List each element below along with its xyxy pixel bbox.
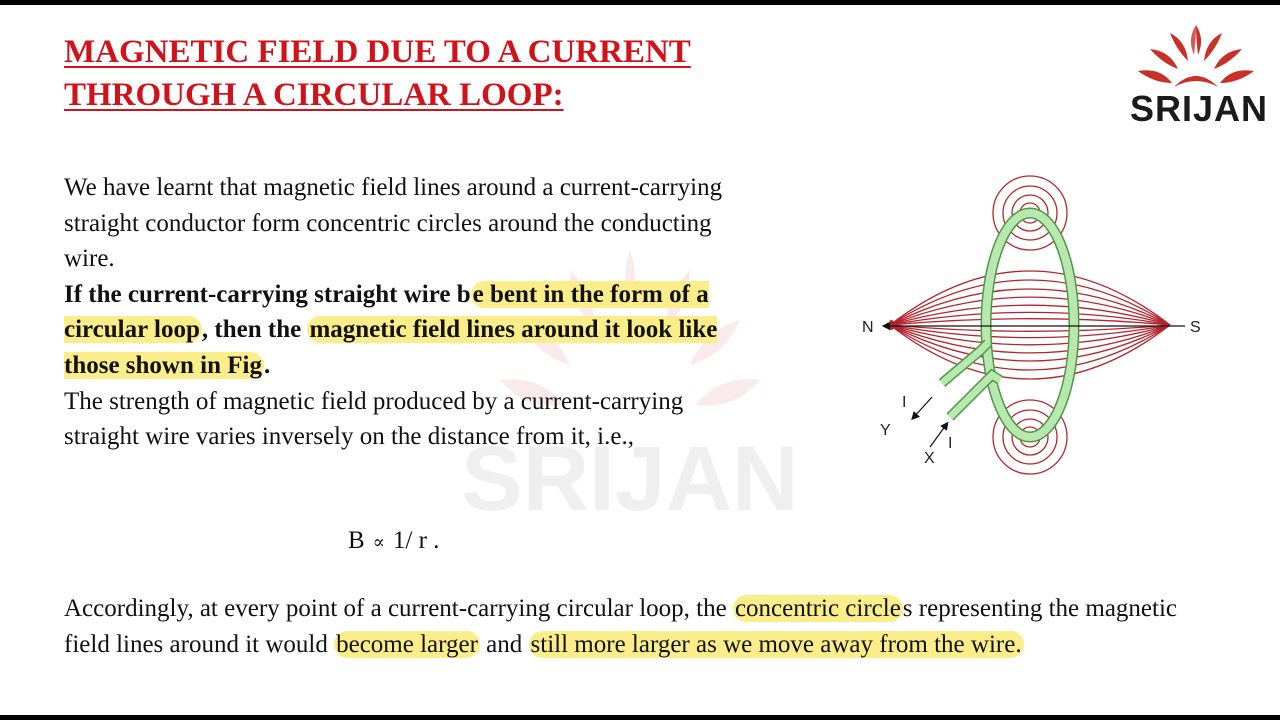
label-current-bottom: I (948, 435, 953, 452)
intro-p2-text-b: , then the (201, 316, 308, 344)
logo-text: SRIJAN (1130, 88, 1269, 129)
slide (0, 5, 1280, 715)
label-terminal-x: X (924, 450, 935, 467)
current-arrow-x (930, 425, 946, 447)
circular-loop-field-diagram (850, 165, 1220, 485)
highlight-move-away: still more larger as we move away from the wire. (530, 630, 1022, 658)
conclusion-text-c: and (479, 630, 529, 658)
label-north: N (862, 319, 874, 336)
intro-paragraph-3: The strength of magnetic field produced by a current-carrying straight wire varies inversely on the distance from it, i.e., (64, 387, 684, 451)
wire-loop-fill (986, 213, 1074, 437)
formula-right: 1/ r . (392, 527, 440, 554)
highlight-concentric-circles: concentric circle (734, 595, 901, 622)
label-terminal-y: Y (880, 422, 891, 439)
highlight-field-lines: magnetic field lines around it look like those shown in Fig (64, 316, 718, 379)
intro-paragraph-2 (64, 277, 754, 384)
label-south: S (1190, 319, 1201, 336)
current-arrow-y (914, 397, 932, 417)
sun-icon (1130, 21, 1262, 91)
conclusion-paragraph (64, 591, 1224, 662)
field-lines (890, 176, 1170, 474)
label-current-top: I (902, 394, 907, 411)
field-line (890, 325, 1170, 361)
title-line-2: THROUGH A CIRCULAR LOOP: (64, 77, 564, 113)
field-line (890, 319, 1170, 325)
srijan-logo (1130, 21, 1269, 129)
highlight-bent-loop: e bent in the form of a circular loop (64, 280, 709, 344)
proportional-symbol: ∝ (372, 532, 385, 552)
field-line (890, 289, 1170, 325)
intro-p2-text-a: If the current-carrying straight wire b (64, 280, 471, 308)
title-line-1: MAGNETIC FIELD DUE TO A CURRENT (64, 34, 691, 70)
intro-text (64, 170, 754, 455)
formula (348, 527, 439, 555)
page-title (64, 31, 691, 117)
field-line (890, 325, 1170, 353)
field-line (890, 325, 1170, 379)
formula-left: B (348, 527, 365, 554)
conclusion-text-a: Accordingly, at every point of a current-carrying circular loop, the (64, 595, 733, 622)
watermark-text: SRIJAN (461, 428, 799, 525)
conclusion-text-b: s representing the magnetic field lines around it would (64, 595, 1178, 658)
field-line (890, 297, 1170, 325)
intro-p2-text-c: . (263, 351, 271, 379)
intro-paragraph-1: We have learnt that magnetic field lines around a current-carrying straight conductor form concentric circles around the conducting wire. (64, 174, 723, 273)
field-line (890, 271, 1170, 325)
highlight-become-larger: become larger (336, 630, 478, 658)
